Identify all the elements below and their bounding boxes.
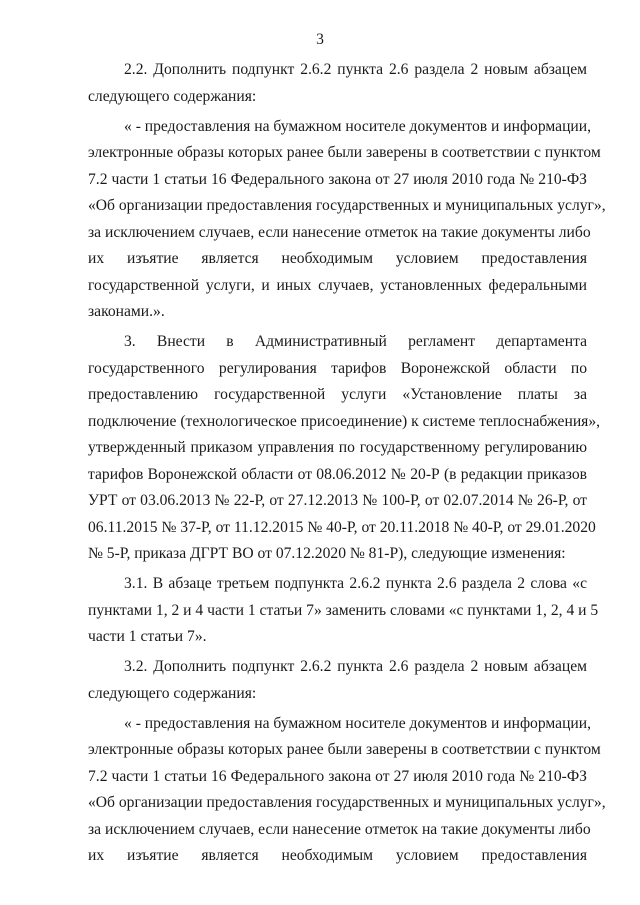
text-line: электронные образы которых ранее были заверены в соответствии с пунктом — [88, 144, 601, 161]
text-line: «Об организации предоставления государственных и муниципальных услуг», — [88, 794, 606, 811]
text-line: государственного регулирования тарифов Воронежской области по — [88, 359, 587, 377]
text-line: УРТ от 03.06.2013 № 22-Р, от 27.12.2013 № 100-Р, от 02.07.2014 № 26-Р, от — [88, 492, 587, 509]
text-line: 2.2. Дополнить подпункт 2.6.2 пункта 2.6 раздела 2 новым абзацем — [124, 61, 587, 78]
text-line: 3.1. В абзаце третьем подпункта 2.6.2 пункта 2.6 раздела 2 слова «с — [124, 575, 587, 592]
text-line: 7.2 части 1 статьи 16 Федерального закона от 27 июля 2010 года № 210-ФЗ — [88, 767, 587, 785]
text-line: № 5-Р, приказа ДГРТ ВО от 07.12.2020 № 81-Р), следующие изменения: — [88, 545, 566, 562]
text-line: тарифов Воронежской области от 08.06.2012 № 20-Р (в редакции приказов — [88, 465, 587, 483]
text-line: утвержденный приказом управления по государственному регулированию — [88, 439, 587, 456]
text-line: их изъятие является необходимым условием предоставления — [88, 250, 587, 267]
text-line: 7.2 части 1 статьи 16 Федерального закона от 27 июля 2010 года № 210-ФЗ — [88, 170, 587, 188]
page-number: 3 — [316, 31, 324, 48]
text-line: 06.11.2015 № 37-Р, от 11.12.2015 № 40-Р, от 20.11.2018 № 40-Р, от 29.01.2020 — [88, 518, 596, 536]
text-line: « - предоставления на бумажном носителе документов и информации, — [124, 714, 592, 732]
text-line: государственной услуги, и иных случаев, установленных федеральными — [88, 276, 587, 294]
text-line: их изъятие является необходимым условием предоставления — [88, 847, 587, 864]
text-line: предоставлению государственной услуги «Установление платы за — [88, 386, 587, 403]
text-line: 3. Внести в Административный регламент департамента — [124, 333, 587, 350]
text-line: следующего содержания: — [88, 684, 257, 702]
text-line: пунктами 1, 2 и 4 части 1 статьи 7» заменить словами «с пунктами 1, 2, 4 и 5 — [88, 601, 599, 619]
text-line: за исключением случаев, если нанесение отметок на такие документы либо — [88, 223, 591, 241]
text-line: « - предоставления на бумажном носителе документов и информации, — [124, 117, 592, 135]
text-line: законами.». — [88, 303, 165, 320]
text-line: «Об организации предоставления государственных и муниципальных услуг», — [88, 197, 606, 214]
text-line: 3.2. Дополнить подпункт 2.6.2 пункта 2.6 раздела 2 новым абзацем — [124, 658, 587, 675]
text-line: части 1 статьи 7». — [88, 628, 207, 645]
text-line: следующего содержания: — [88, 87, 257, 105]
text-line: электронные образы которых ранее были заверены в соответствии с пунктом — [88, 741, 601, 758]
text-line: подключение (технологическое присоединение) к системе теплоснабжения», — [88, 412, 601, 430]
text-line: за исключением случаев, если нанесение отметок на такие документы либо — [88, 820, 591, 838]
